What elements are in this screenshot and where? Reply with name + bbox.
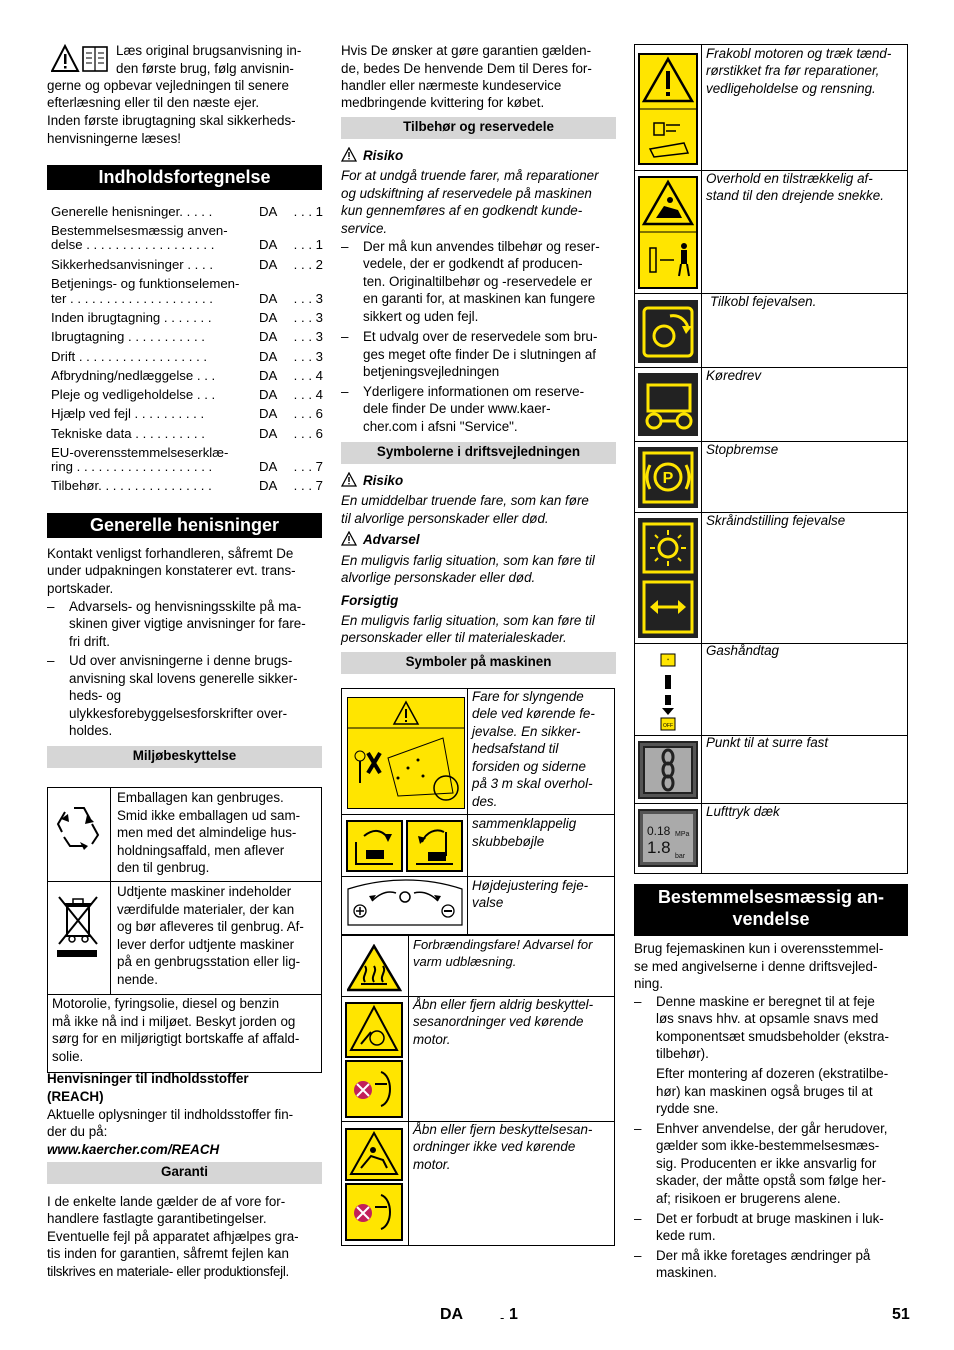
warranty-heading: Garanti — [47, 1162, 322, 1184]
intro-line: henvisningerne læses! — [47, 131, 181, 146]
env-table — [47, 787, 322, 1073]
heading-line: Bestemmelsesmæssig an- — [657, 887, 885, 907]
gauge-unit-top: MPa — [675, 831, 690, 838]
text-line: ten. Originaltilbehør og -reservedele er — [363, 274, 593, 289]
engage-broom-icon — [638, 300, 698, 363]
intro-line: Inden første ibrugtagning skal sikkerheds- — [47, 113, 296, 128]
auger-distance-icon — [638, 176, 698, 289]
text-line: Yderligere informationen om reserve- — [363, 384, 585, 399]
text-line: Køredrev — [706, 368, 762, 383]
text-line: tis inden for garantien, såfremt fejlen kan — [47, 1246, 289, 1261]
text-line: medbringende kvittering for købet. — [341, 95, 545, 110]
text-line: stand til den drejende snekke. — [706, 188, 884, 203]
risk-label: Risiko — [363, 148, 404, 163]
text-line: portskader. — [47, 581, 114, 596]
text-line: Der må ikke foretages ændringer på — [656, 1248, 871, 1263]
text-line: En muligvis farlig situation, som kan føre til — [341, 613, 595, 628]
text-line: service. — [341, 221, 388, 236]
text-line: holdes. — [69, 723, 113, 738]
intro-line: Læs original brugsanvisning in- — [116, 43, 302, 58]
machine-symbols-table-2 — [341, 935, 615, 1246]
text-line: Forbrændingsfare! Advarsel for — [413, 937, 593, 952]
bullet-dash: – — [634, 1211, 642, 1226]
text-line: nende. — [117, 972, 158, 987]
reach-link[interactable]: www.kaercher.com/REACH — [47, 1142, 220, 1157]
rotating-parts-warning-icon — [345, 1002, 403, 1058]
text-line: gælder som ikke-bestemmelsesmæs- — [656, 1138, 880, 1153]
text-line: men med det almindelige hus- — [117, 825, 297, 840]
text-line: cher.com i afsni "Service". — [363, 419, 518, 434]
crossed-bin-icon — [54, 892, 104, 958]
general-heading: Generelle henisninger — [47, 513, 322, 538]
intro-line: efterlæsning eller til den næste ejer. — [47, 95, 260, 110]
risk-label: Risiko — [363, 473, 404, 488]
text-line: hør) kan maskinen også bruges til at — [656, 1084, 873, 1099]
text-line: ordninger ikke ved kørende — [413, 1139, 576, 1154]
warning-triangle-icon — [341, 147, 357, 162]
warning-triangle-icon — [341, 531, 357, 546]
text-line: Advarsels- og henvisningsskilte på ma- — [69, 599, 302, 614]
text-line: Der må kun anvendes tilbehør og reser- — [363, 239, 600, 254]
text-line: der du på: — [47, 1124, 108, 1139]
heading-line: vendelse — [732, 909, 810, 929]
text-line: sammenklappelig — [472, 816, 577, 831]
svg-text:P: P — [662, 470, 674, 487]
text-line: betjeningsvejledningen — [363, 364, 500, 379]
text-line: varm udblæsning. — [413, 954, 517, 969]
text-line: maskinen. — [656, 1265, 718, 1280]
svg-text:ᐩ: ᐩ — [666, 658, 670, 665]
text-line: komponentsæt smudsbeholder (ekstra- — [656, 1029, 889, 1044]
warning-label: Advarsel — [363, 532, 420, 547]
text-line: alvorlige personskader eller død. — [341, 570, 536, 585]
text-line: hedsafstand til — [472, 741, 559, 756]
text-line: des. — [472, 794, 498, 809]
text-line: tilbehør). — [656, 1046, 709, 1061]
text-line: Denne maskine er beregnet til at feje — [656, 994, 875, 1009]
warning-triangle-icon — [341, 472, 357, 487]
symbols-heading: Symbolerne i driftsvejledningen — [341, 442, 616, 464]
intro-line: den første brug, følg anvisnin- — [116, 61, 294, 76]
text-line: skader, der måtte opstå som følge her- — [656, 1173, 886, 1188]
text-line: Emballagen kan genbruges. — [117, 790, 284, 805]
bullet-dash: – — [634, 994, 642, 1009]
text-line: dele ved kørende fe- — [472, 706, 595, 721]
text-line: solie. — [52, 1049, 84, 1064]
toc-heading: Indholdsfortegnelse — [47, 165, 322, 190]
text-line: må ikke nå ind i miljøet. Beskyt jorden og — [52, 1014, 296, 1029]
footer-sep: - — [500, 1310, 505, 1325]
caution-label: Forsigtig — [341, 593, 399, 608]
text-line: Det er forbudt at bruge maskinen i luk- — [656, 1211, 884, 1226]
text-line: Åbn eller fjern aldrig beskyttel- — [413, 997, 594, 1012]
text-line: motor. — [413, 1157, 451, 1172]
text-line: skubbebøjle — [472, 834, 545, 849]
bullet-dash: – — [47, 653, 55, 668]
tie-down-point-icon — [638, 741, 698, 799]
text-line: anvisning skal lovens generelle sikker- — [69, 671, 298, 686]
text-line: løs snavs hhv. at opsamle snavs med — [656, 1011, 879, 1026]
bullet-dash: – — [634, 1121, 642, 1136]
text-line: Højdejustering feje- — [472, 878, 589, 893]
text-line: Lufttryk dæk — [706, 804, 780, 819]
text-line: på 3 m skal overhol- — [472, 776, 593, 791]
right-symbols-table — [634, 44, 908, 874]
reach-heading: Henvisninger til indholdsstoffer — [47, 1071, 249, 1086]
text-line: rydde sne. — [656, 1101, 719, 1116]
text-line: Udtjente maskiner indeholder — [117, 884, 292, 899]
footer-section-page: 1 — [509, 1306, 518, 1323]
height-adjust-icon — [346, 879, 464, 927]
do-not-open-guard-icon — [345, 1060, 403, 1118]
text-line: rørstikket fra før reparationer, — [706, 63, 880, 78]
text-line: Motorolie, fyringsolie, diesel og benzin — [52, 996, 280, 1011]
text-line: til alvorlige personskader eller død. — [341, 511, 549, 526]
hot-surface-icon — [347, 944, 402, 992]
text-line: Eventuelle fejl på apparatet afhjælpes gra- — [47, 1229, 299, 1244]
text-line: sig. Producenten er ikke ansvarlig for — [656, 1156, 877, 1171]
gauge-value-bottom: 1.8 — [647, 838, 671, 857]
text-line: dele finder De under www.kaer- — [363, 401, 551, 416]
text-line: Et udvalg over de reservedele som bru- — [363, 329, 598, 344]
text-line: Aktuelle oplysninger til indholdsstoffer fin- — [47, 1107, 294, 1122]
text-line: Efter montering af dozeren (ekstratilbe- — [656, 1066, 889, 1081]
text-line: holdningsaffald, men aflever — [117, 843, 285, 858]
text-line: Skråindstilling fejevalse — [706, 513, 846, 528]
drive-icon — [638, 373, 698, 436]
text-line: og bør afleveres til genbrug. Af- — [117, 919, 304, 934]
text-line: En muligvis farlig situation, som kan føre til — [341, 553, 595, 568]
text-line: handler eller nærmeste kundeservice — [341, 78, 562, 93]
text-line: af; risikoen er brugerens alene. — [656, 1191, 841, 1206]
parts-heading: Tilbehør og reservedele — [341, 117, 616, 139]
reach-heading: (REACH) — [47, 1089, 104, 1104]
text-line: handlere fastlagte garantibetingelser. — [47, 1211, 267, 1226]
text-line: Punkt til at surre fast — [706, 735, 829, 750]
text-line: værdifulde materialer, der kan — [117, 902, 295, 917]
text-line: Tilkobl fejevalsen. — [710, 294, 817, 309]
text-line: Brug fejemaskinen kun i overensstemmel- — [634, 941, 884, 956]
gauge-value-top: 0.18 — [647, 824, 671, 838]
tire-pressure-icon — [638, 809, 698, 867]
bullet-dash: – — [341, 329, 349, 344]
text-line: For at undgå truende farer, må reparationer — [341, 168, 599, 183]
warning-manual-icon — [51, 44, 109, 74]
footer-lang: DA — [440, 1306, 464, 1323]
text-line: den til genbrug. — [117, 860, 210, 875]
text-line: Gashåndtag — [706, 643, 779, 658]
text-line: vedligeholdelse og rensning. — [706, 81, 876, 96]
text-line: vedele, der er godkendt af producen- — [363, 256, 583, 271]
text-line: Ud over anvisningerne i denne brugs- — [69, 653, 293, 668]
text-line: Frakobl motoren og træk tænd- — [706, 46, 892, 61]
text-line: en garanti for, at maskinen kan fungere — [363, 291, 596, 306]
disconnect-spark-plug-icon — [638, 53, 698, 165]
intro-line: gerne og opbevar vejledningen til senere — [47, 78, 289, 93]
flying-parts-warning-icon — [347, 697, 465, 809]
bullet-dash: – — [47, 599, 55, 614]
text-line: Fare for slyngende — [472, 689, 584, 704]
text-line: fri drift. — [69, 634, 110, 649]
fold-handle-down-icon — [346, 820, 403, 872]
text-line: under udpakningen konstaterer evt. trans- — [47, 563, 296, 578]
text-line: kun gennemføres af en godkendt kunde- — [341, 203, 583, 218]
text-line: ulykkesforebyggelsesforskrifter over- — [69, 706, 288, 721]
text-line: sikkert og uden fejl. — [363, 309, 479, 324]
broom-tilt-icon — [638, 518, 698, 638]
text-line: En umiddelbar truende fare, som kan føre — [341, 493, 589, 508]
text-line: ges meget ofte finder De i slutningen af — [363, 347, 596, 362]
text-line: på en genbrugsstation eller lig- — [117, 954, 301, 969]
crushing-warning-icon — [345, 1128, 403, 1181]
text-line: heds- og — [69, 688, 122, 703]
text-line: se med angivelserne i denne driftsvejled- — [634, 959, 878, 974]
text-line: jevalse. En sikker- — [472, 724, 581, 739]
text-line: tilskrives en materiale- eller produktionsfejl. — [47, 1264, 289, 1279]
text-line: sesanordninger ved kørende — [413, 1014, 584, 1029]
machine-symbols-table — [341, 688, 615, 935]
throttle-icon — [660, 653, 676, 731]
intended-use-heading — [634, 884, 908, 936]
bullet-dash: – — [341, 239, 349, 254]
text-line: Stopbremse — [706, 442, 779, 457]
text-line: de, bedes De henvende Dem til Deres for- — [341, 61, 592, 76]
gauge-unit-bottom: bar — [675, 853, 686, 860]
text-line: og udskiftning af reservedele på maskinen — [341, 186, 592, 201]
env-heading: Miljøbeskyttelse — [47, 746, 322, 768]
text-line: personskader eller til materialeskader. — [341, 630, 567, 645]
do-not-open-guard-icon — [345, 1183, 403, 1241]
text-line: sørg for en miljørigtigt bortskaffe af affald- — [52, 1031, 300, 1046]
machine-symbols-heading: Symboler på maskinen — [341, 652, 616, 674]
bullet-dash: – — [634, 1248, 642, 1263]
svg-text:OFF: OFF — [663, 723, 673, 729]
text-line: Enhver anvendelse, der går herudover, — [656, 1121, 888, 1136]
parking-brake-icon — [638, 447, 698, 508]
text-line: motor. — [413, 1032, 451, 1047]
text-line: I de enkelte lande gælder de af vore for- — [47, 1194, 286, 1209]
fold-handle-up-icon — [406, 820, 463, 872]
text-line: forsiden og siderne — [472, 759, 586, 774]
text-line: ning. — [634, 976, 664, 991]
footer-page-number: 51 — [892, 1306, 910, 1323]
text-line: valse — [472, 895, 504, 910]
text-line: kede rum. — [656, 1228, 716, 1243]
recycle-icon — [54, 802, 104, 852]
bullet-dash: – — [341, 384, 349, 399]
text-line: Hvis De ønsker at gøre garantien gælden- — [341, 43, 592, 58]
text-line: Overhold en tilstrækkelig af- — [706, 171, 873, 186]
text-line: skinen giver vigtige anvisninger for fare- — [69, 616, 306, 631]
text-line: lever derfor udtjente maskiner — [117, 937, 295, 952]
text-line: Kontakt venligst forhandleren, såfremt De — [47, 546, 294, 561]
text-line: Åbn eller fjern beskyttelsesan- — [413, 1122, 593, 1137]
text-line: Smid ikke emballagen ud sam- — [117, 808, 301, 823]
